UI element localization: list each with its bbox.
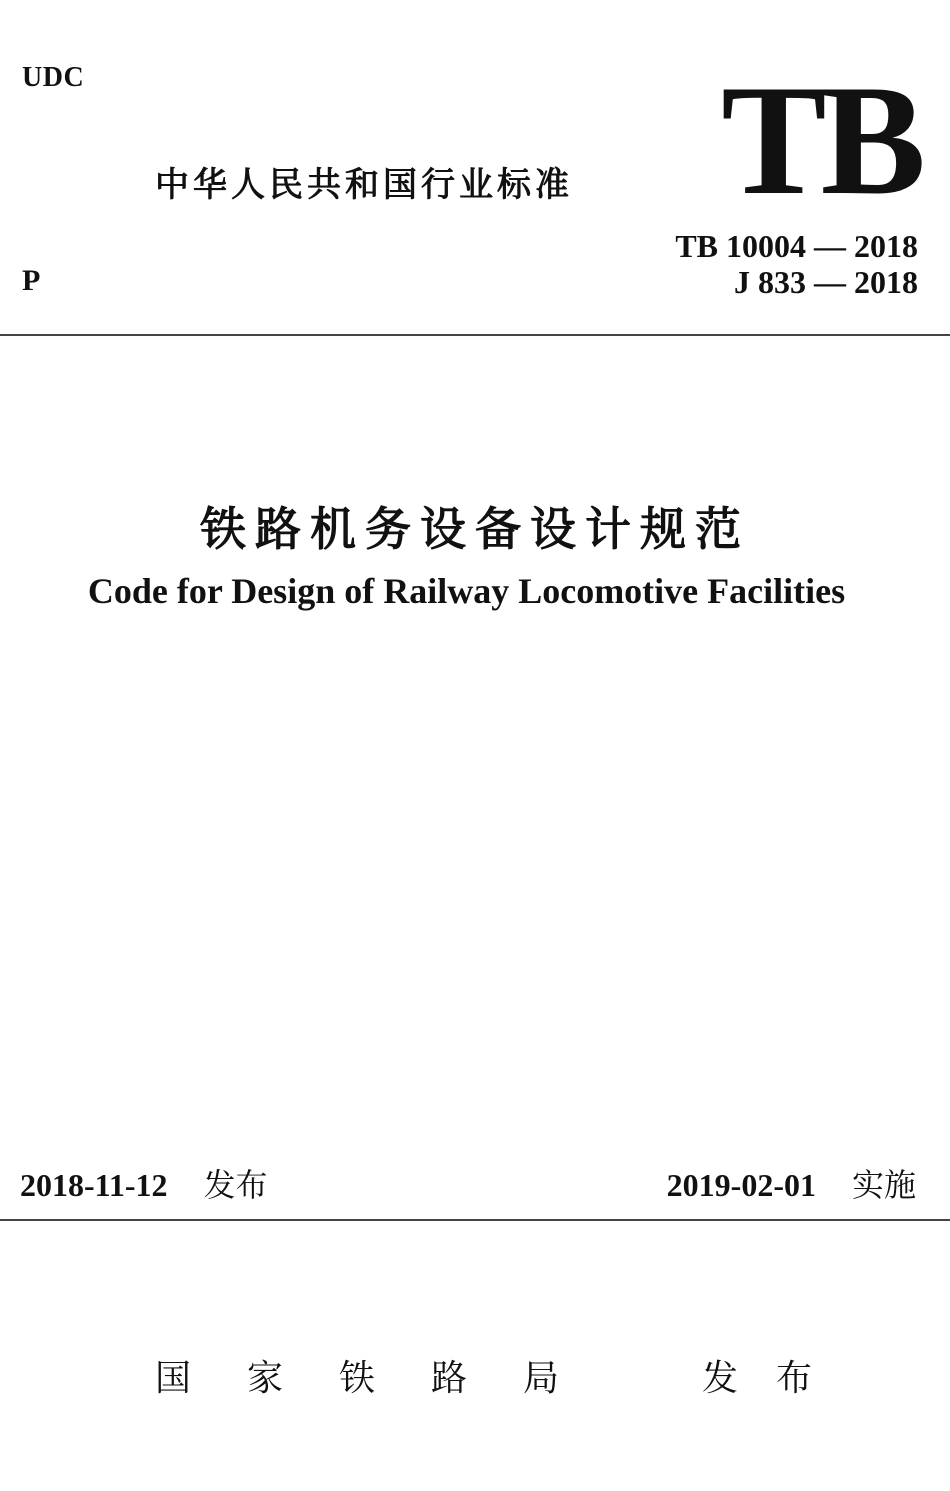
issue-label: 发布	[203, 1166, 268, 1204]
effective-date-block	[667, 1160, 916, 1206]
bottom-divider	[0, 1219, 950, 1221]
issue-date-block	[20, 1160, 268, 1206]
tb-logo: TB	[721, 53, 920, 228]
standard-number: TB 10004 — 2018	[675, 228, 918, 264]
classification-code: P	[22, 264, 41, 297]
udc-label: UDC	[22, 62, 85, 93]
issue-date: 2018-11-12	[20, 1167, 168, 1203]
record-number: J 833 — 2018	[734, 264, 918, 300]
effective-date: 2019-02-01	[666, 1167, 816, 1203]
document-title-english: Code for Design of Railway Locomotive Facilities	[87, 571, 846, 611]
publisher-name: 国家铁路局	[155, 1358, 616, 1399]
standard-numbers	[675, 228, 918, 300]
effective-label: 实施	[851, 1166, 916, 1204]
top-divider	[0, 334, 950, 336]
publish-label: 发布	[702, 1358, 851, 1399]
document-title-chinese: 铁路机务设备设计规范	[200, 502, 750, 556]
standard-type-title: 中华人民共和国行业标准	[155, 165, 573, 205]
